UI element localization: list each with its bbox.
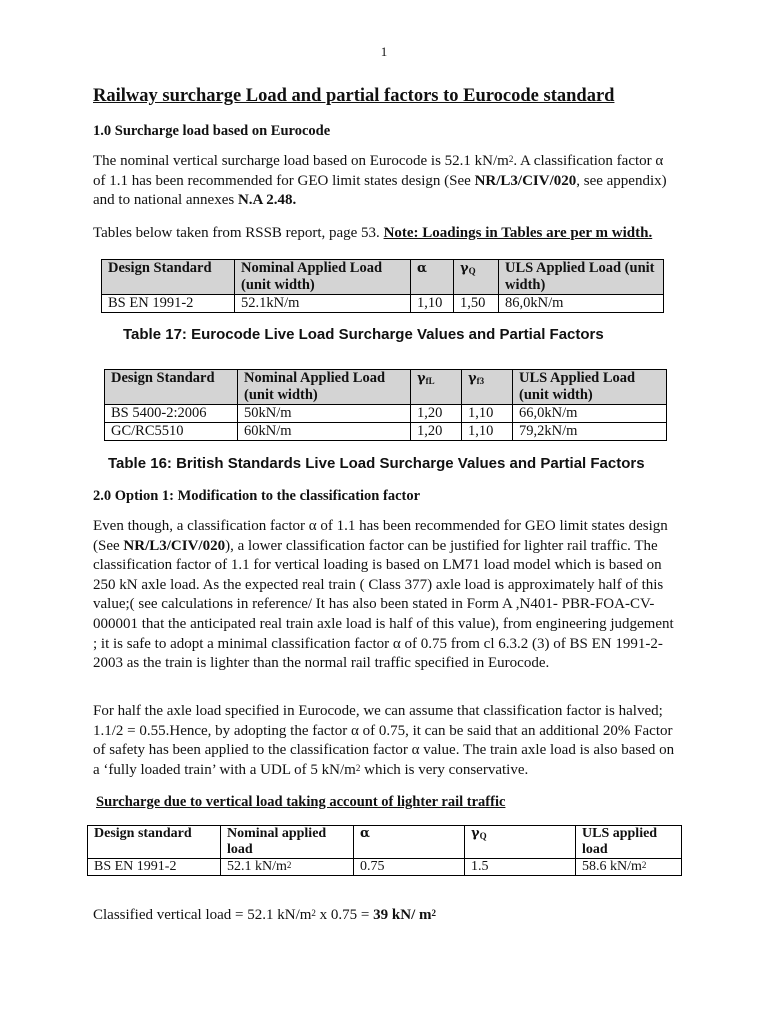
table-cell: BS EN 1991-2 bbox=[102, 295, 235, 313]
table-cell: 1,10 bbox=[462, 405, 513, 423]
table-cell: BS EN 1991-2 bbox=[88, 859, 221, 876]
table-header: Design standard bbox=[88, 826, 221, 859]
table-cell: 0.75 bbox=[354, 859, 465, 876]
table-header: ULS applied load bbox=[576, 826, 682, 859]
table-header: α bbox=[411, 260, 454, 295]
table-cell: 66,0kN/m bbox=[513, 405, 667, 423]
table-header: $\gamma_Q$ bbox=[454, 260, 499, 295]
page-number: 1 bbox=[380, 44, 388, 59]
british-standards-surcharge-table bbox=[104, 369, 667, 441]
table-header: Design Standard bbox=[102, 260, 235, 295]
table-header: Design Standard bbox=[105, 370, 238, 405]
table-cell: 50kN/m bbox=[238, 405, 411, 423]
table-header: $\gamma_{f3}$ bbox=[462, 370, 513, 405]
table-header: Nominal Applied Load (unit width) bbox=[238, 370, 411, 405]
table-cell: BS 5400-2:2006 bbox=[105, 405, 238, 423]
lighter-traffic-surcharge-table bbox=[87, 825, 682, 876]
table-cell: 58.6 $kN/m^2$ bbox=[576, 859, 682, 876]
table-row bbox=[102, 295, 664, 313]
section-1-paragraph-1: The nominal vertical surcharge load based on Eurocode is 52.1 $kN/m^2$. A classification factor α of 1.1 has been recommended for GEO limit states design (See NR/L3/CIV/020, see appendix) and to national annexes N.A 2.48. bbox=[93, 153, 667, 209]
table-row bbox=[105, 405, 667, 423]
table-cell: GC/RC5510 bbox=[105, 423, 238, 441]
table-cell: 60kN/m bbox=[238, 423, 411, 441]
table-header: $\gamma_{fL}$ bbox=[411, 370, 462, 405]
table-header: ULS Applied Load (unit width) bbox=[513, 370, 667, 405]
section-1-heading: 1.0 Surcharge load based on Eurocode bbox=[93, 123, 331, 139]
table-cell: 1,20 bbox=[411, 423, 462, 441]
table-cell: 52.1 $kN/m^2$ bbox=[221, 859, 354, 876]
table-row bbox=[105, 423, 667, 441]
section-2-paragraph-1: Even though, a classification factor α of 1.1 has been recommended for GEO limit states design (See NR/L3/CIV/020), a lower classification factor can be justified for lighter rail traffic. The classification factor of 1.1 for vertical loading is based on LM71 load model which is based on 250 kN axle load. As the expected real train ( Class 377) axle load is approximately half of this value;( see calculations in reference/ It has also been stated in Form A ,N401- PBR-FOA-CV-000001 that the anticipated real train axle load is half of this value), from engineering judgement ; it is safe to adopt a minimal classification factor α of 0.75 from cl 6.3.2 (3) of BS EN 1991-2-2003 as the train is lighter than the normal rail traffic specified in Eurocode. bbox=[93, 518, 674, 672]
table-header: Nominal applied load bbox=[221, 826, 354, 859]
table-cell: 86,0kN/m bbox=[499, 295, 664, 313]
table-header: α bbox=[354, 826, 465, 859]
table-header: $\gamma_Q$ bbox=[465, 826, 576, 859]
table-16-caption: Table 16: British Standards Live Load Surcharge Values and Partial Factors bbox=[108, 455, 645, 472]
table-cell: 52.1kN/m bbox=[235, 295, 411, 313]
table-cell: 1,10 bbox=[411, 295, 454, 313]
table-cell: 1.5 bbox=[465, 859, 576, 876]
eurocode-surcharge-table bbox=[101, 259, 664, 313]
lighter-traffic-subheading: Surcharge due to vertical load taking account of lighter rail traffic bbox=[96, 794, 506, 810]
table-cell: 1,20 bbox=[411, 405, 462, 423]
document-title: Railway surcharge Load and partial factors to Eurocode standard bbox=[93, 86, 615, 106]
table-header: Nominal Applied Load (unit width) bbox=[235, 260, 411, 295]
table-17-caption: Table 17: Eurocode Live Load Surcharge Values and Partial Factors bbox=[123, 326, 604, 343]
section-2-paragraph-2: For half the axle load specified in Eurocode, we can assume that classification factor is halved; 1.1/2 = 0.55.Hence, by adopting the factor α of 0.75, it can be said that an additional 20% Factor of safety has been applied to the classification factor α value. The train axle load is also based on a ‘fully loaded train’ with a UDL of 5 $kN/m^2$ which is very conservative. bbox=[93, 703, 675, 778]
section-2-heading: 2.0 Option 1: Modification to the classification factor bbox=[93, 488, 421, 504]
table-row bbox=[88, 859, 682, 876]
table-cell: 1,50 bbox=[454, 295, 499, 313]
section-1-paragraph-2: Tables below taken from RSSB report, page 53. Note: Loadings in Tables are per m width. bbox=[93, 225, 653, 241]
table-cell: 1,10 bbox=[462, 423, 513, 441]
table-cell: 79,2kN/m bbox=[513, 423, 667, 441]
table-header: ULS Applied Load (unit width) bbox=[499, 260, 664, 295]
classified-vertical-load: Classified vertical load = 52.1 $kN/m^2$ x 0.75 = 39 kN/ $m^2$ bbox=[93, 907, 436, 923]
